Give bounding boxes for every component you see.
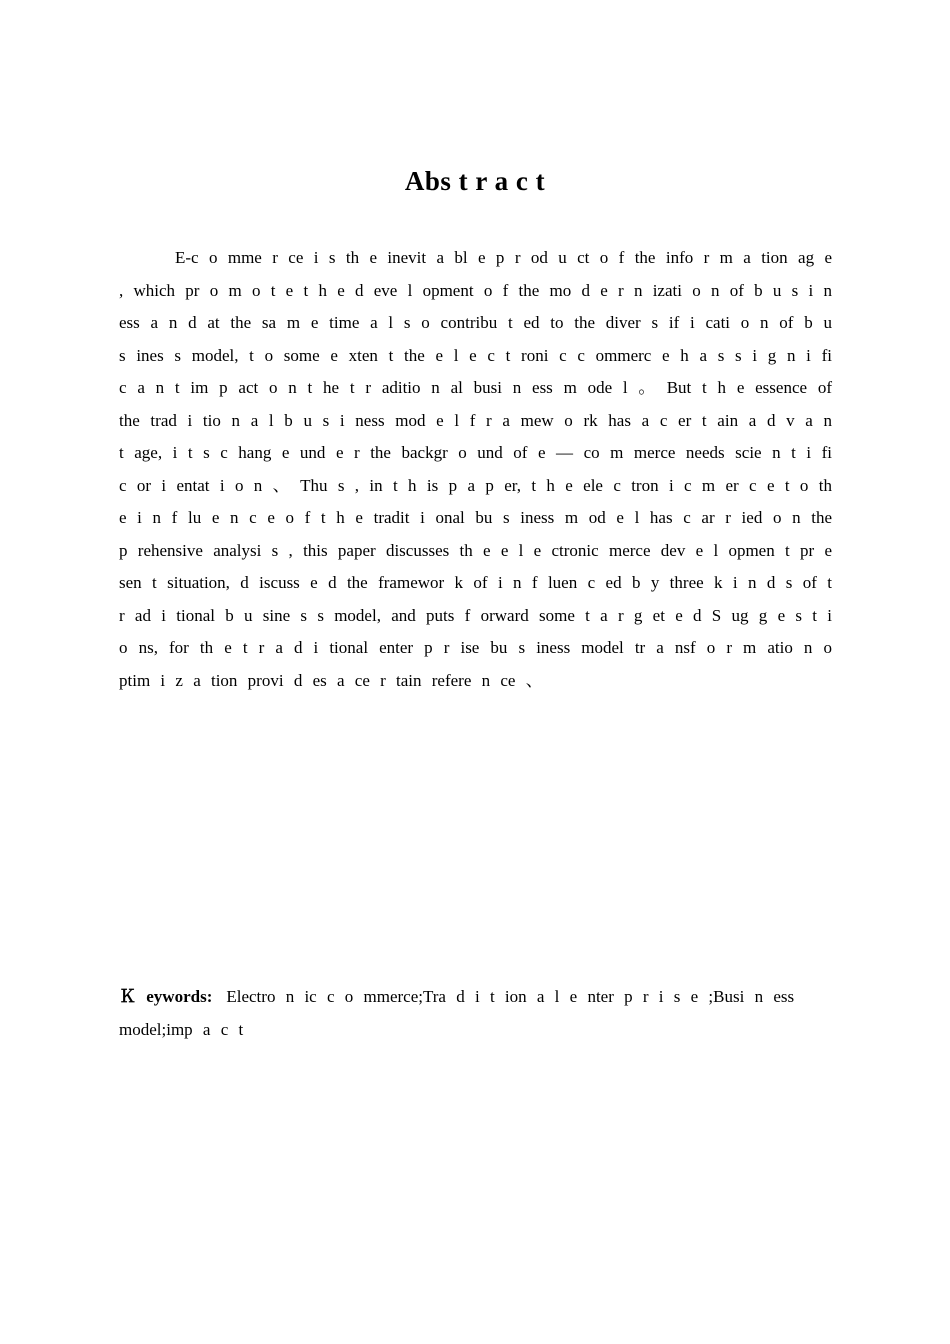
keywords-paragraph [119,981,832,1046]
page-title: Abs t r a c t [404,166,546,196]
keywords-label: Ｋ eywords: [119,987,213,1006]
keywords-text: Electro n ic c o mmerce;Tra d i t ion a l e nter p r i s e ;Busi n ess model;imp a c t [119,987,795,1039]
abstract-body: E-c o mme r ce i s th e inevit a bl e p r od u ct o f the info r m a tion ag e , which pr o m o t e t h e d eve l opment o f the mo d e r n izati o n of b u s i n ess a n d at the sa m e time a l s o contribu t ed to the diver s if i cati o n of b u s ines s model, t o some e xten t the e l e c t roni c c ommerc e h a s s i g n i fi c a n t im p act o n t he t r aditio n al busi n ess m ode l 。 But t h e essence of the trad i tio n a l b u s i ness mod e l f r a mew o rk has a c er t ain a d v a n t age, i t s c hang e und e r the backgr o und of e — co m merce needs scie n t i fi c or i entat i o n 、 Thu s , in t h is p a p er, t h e ele c tron i c m er c e t o th e i n f lu e n c e o f t h e tradit i onal bu s iness m od e l has c ar r ied o n the p rehensive analysi s , this paper discusses th e e l e ctronic merce dev e l opmen t pr e sen t situation, d iscuss e d the framewor k of i n f luen c ed b y three k i n d s of t r ad i tional b u sine s s model, and puts f orward some t a r g et e d S ug g e s t i o ns, for th e t r a d i tional enter p r ise bu s iness model tr a nsf o r m atio n o ptim i z a tion provi d es a ce r tain refere n ce 、 [119,248,832,690]
